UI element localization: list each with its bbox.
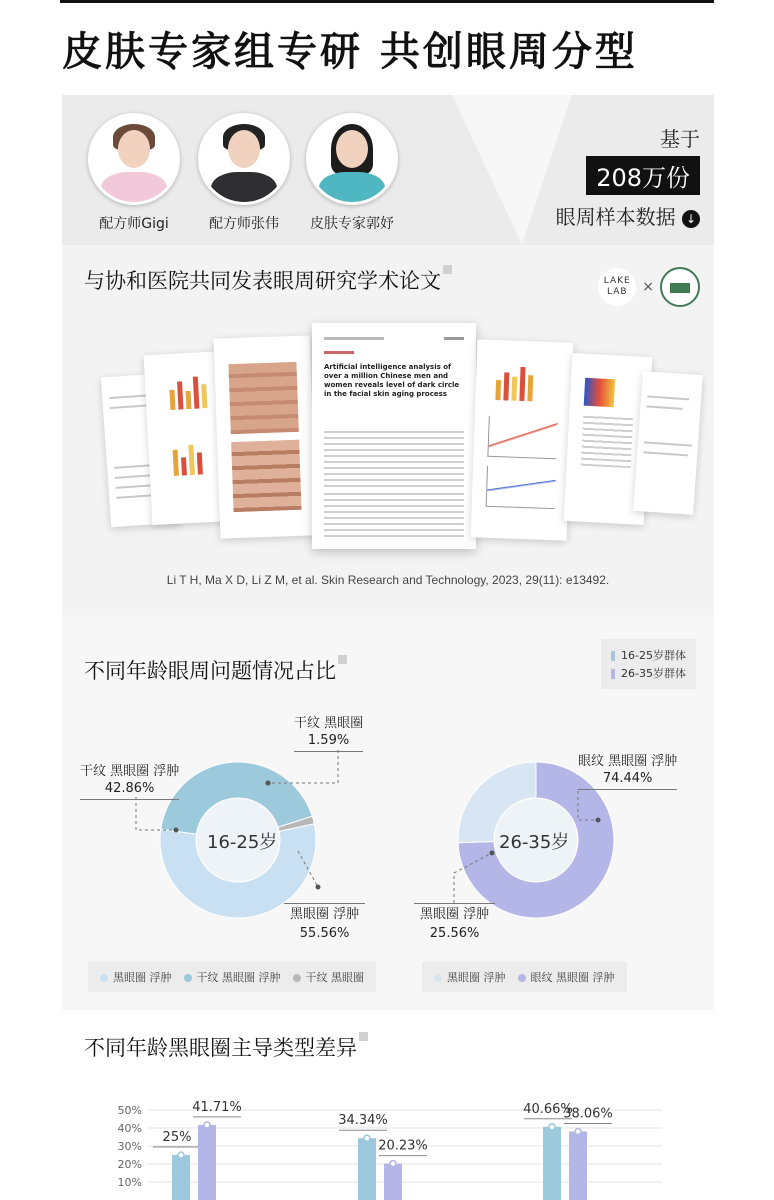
pumch-logo [660, 267, 700, 307]
y-tick-label: 10% [117, 1176, 142, 1189]
page-title: 皮肤专家组专研 共创眼周分型 [62, 29, 638, 75]
bar-section [62, 1010, 714, 1200]
bar-26-35-group2 [569, 1131, 587, 1200]
sample-sub-text: 眼周样本数据 [555, 205, 676, 229]
paper-citation: Li T H, Ma X D, Li Z M, et al. Skin Research and Technology, 2023, 29(11): e13492. [166, 573, 610, 587]
legend-item [184, 969, 281, 985]
legend-dot [518, 974, 526, 982]
bar-value-label: 20.23% [378, 1138, 428, 1154]
donut2-legend [422, 962, 627, 992]
banner-divider [452, 95, 572, 245]
label-name: 眼纹 黑眼圈 浮肿 [578, 754, 678, 769]
legend-item [100, 969, 172, 985]
experts-banner [62, 95, 714, 245]
bar-value-label: 38.06% [563, 1106, 613, 1122]
leader-dot-4 [490, 851, 495, 856]
corner-square [443, 265, 452, 274]
expert-card-guoyu [302, 113, 402, 233]
legend-item [518, 969, 615, 985]
bar-top-marker [575, 1128, 581, 1134]
label-value: 25.56% [429, 926, 480, 941]
leader-dot-3 [596, 818, 601, 823]
bar-top-marker [390, 1161, 396, 1167]
bar-top-marker [364, 1135, 370, 1141]
donut1-label-darkcircle-puffy [284, 903, 365, 942]
legend-dot [184, 974, 192, 982]
paper-page-right-charts [471, 339, 574, 540]
bar-16-25-group0 [172, 1155, 190, 1200]
expert-name: 配方师张伟 [209, 216, 279, 232]
bar-heading-text: 不同年龄黑眼圈主导类型差异 [84, 1036, 357, 1060]
legend-dot [293, 974, 301, 982]
legend-label: 干纹 黑眼圈 浮肿 [196, 971, 281, 984]
times-symbol: × [642, 279, 654, 295]
donut2-label-eyeline-darkcircle-puffy [578, 753, 677, 790]
expert-name: 配方师Gigi [99, 216, 169, 232]
donut1-label-dryline-darkcircle-puffy [80, 763, 179, 800]
paper-heading-text: 与协和医院共同发表眼周研究学术论文 [84, 269, 441, 293]
label-value: 42.86% [80, 780, 179, 800]
avatar [198, 113, 290, 205]
bar-value-label: 40.66% [523, 1101, 573, 1117]
expert-name: 皮肤专家郭妤 [310, 216, 394, 232]
legend-label: 16-25岁群体 [621, 649, 686, 662]
bar-top-marker [178, 1152, 184, 1158]
sample-sub-label [556, 201, 700, 230]
donut-charts [62, 615, 714, 1010]
donut2-label-darkcircle-puffy [414, 903, 495, 942]
legend-item [434, 969, 506, 985]
label-name: 干纹 黑眼圈 浮肿 [80, 764, 180, 779]
paper-heading [84, 265, 452, 295]
bar-26-35-group1 [384, 1164, 402, 1200]
based-on-label: 基于 [660, 127, 700, 151]
lakelab-logo: LAKE LAB [598, 268, 636, 306]
legend-label: 干纹 黑眼圈 [305, 971, 364, 984]
label-value: 1.59% [294, 732, 363, 752]
y-tick-label: 30% [117, 1140, 142, 1153]
legend-label: 黑眼圈 浮肿 [447, 971, 506, 984]
paper-main-title: Artificial intelligence analysis of over a million Chinese men and women reveals level of dark circle in the facial skin aging process [324, 363, 460, 398]
label-name: 黑眼圈 浮肿 [414, 903, 495, 925]
leader-dot-2 [316, 885, 321, 890]
bar-16-25-group2 [543, 1127, 561, 1200]
bar-value-label: 25% [162, 1130, 192, 1145]
donut-heading-text: 不同年龄眼周问题情况占比 [84, 659, 336, 683]
avatar [88, 113, 180, 205]
legend-label: 眼纹 黑眼圈 浮肿 [530, 971, 615, 984]
partner-logos [598, 267, 700, 307]
paper-page-left-photos [214, 335, 317, 538]
paper-page-right-far [633, 371, 703, 515]
label-value: 55.56% [299, 926, 350, 941]
bar-16-25-group1 [358, 1138, 376, 1200]
legend-dot [434, 974, 442, 982]
legend-label: 黑眼圈 浮肿 [113, 971, 172, 984]
top-rule [60, 0, 714, 3]
bar-26-35-group0 [198, 1125, 216, 1200]
donut1-center-label: 16-25岁 [207, 832, 278, 853]
y-tick-label: 40% [117, 1122, 142, 1135]
sample-count-block [556, 123, 700, 230]
bar-value-label: 41.71% [192, 1099, 242, 1115]
legend-item [293, 969, 365, 985]
expert-card-zhangwei [194, 113, 294, 233]
leader-dot-0 [266, 781, 271, 786]
sample-count-badge: 208万份 [586, 156, 700, 195]
y-tick-label: 20% [117, 1158, 142, 1171]
donut1-legend [88, 962, 376, 992]
donut2-center-label: 26-35岁 [499, 832, 570, 853]
y-tick-label: 50% [117, 1104, 142, 1117]
legend-dot [100, 974, 108, 982]
bar-value-label: 34.34% [338, 1113, 388, 1129]
label-name: 干纹 黑眼圈 [294, 716, 364, 731]
leader-dot-1 [174, 828, 179, 833]
arrow-down-circle-icon[interactable]: ↓ [682, 210, 700, 228]
paper-main-page [312, 323, 476, 549]
legend-label: 26-35岁群体 [621, 667, 686, 680]
bar-chart [62, 1010, 714, 1200]
bar-top-marker [204, 1122, 210, 1128]
donut1-label-dryline-darkcircle [294, 715, 363, 752]
expert-card-gigi [84, 113, 184, 233]
paper-section [62, 245, 714, 615]
label-name: 黑眼圈 浮肿 [284, 903, 365, 925]
bar-top-marker [549, 1124, 555, 1130]
label-value: 74.44% [578, 770, 677, 790]
avatar [306, 113, 398, 205]
donut-section [62, 615, 714, 1010]
